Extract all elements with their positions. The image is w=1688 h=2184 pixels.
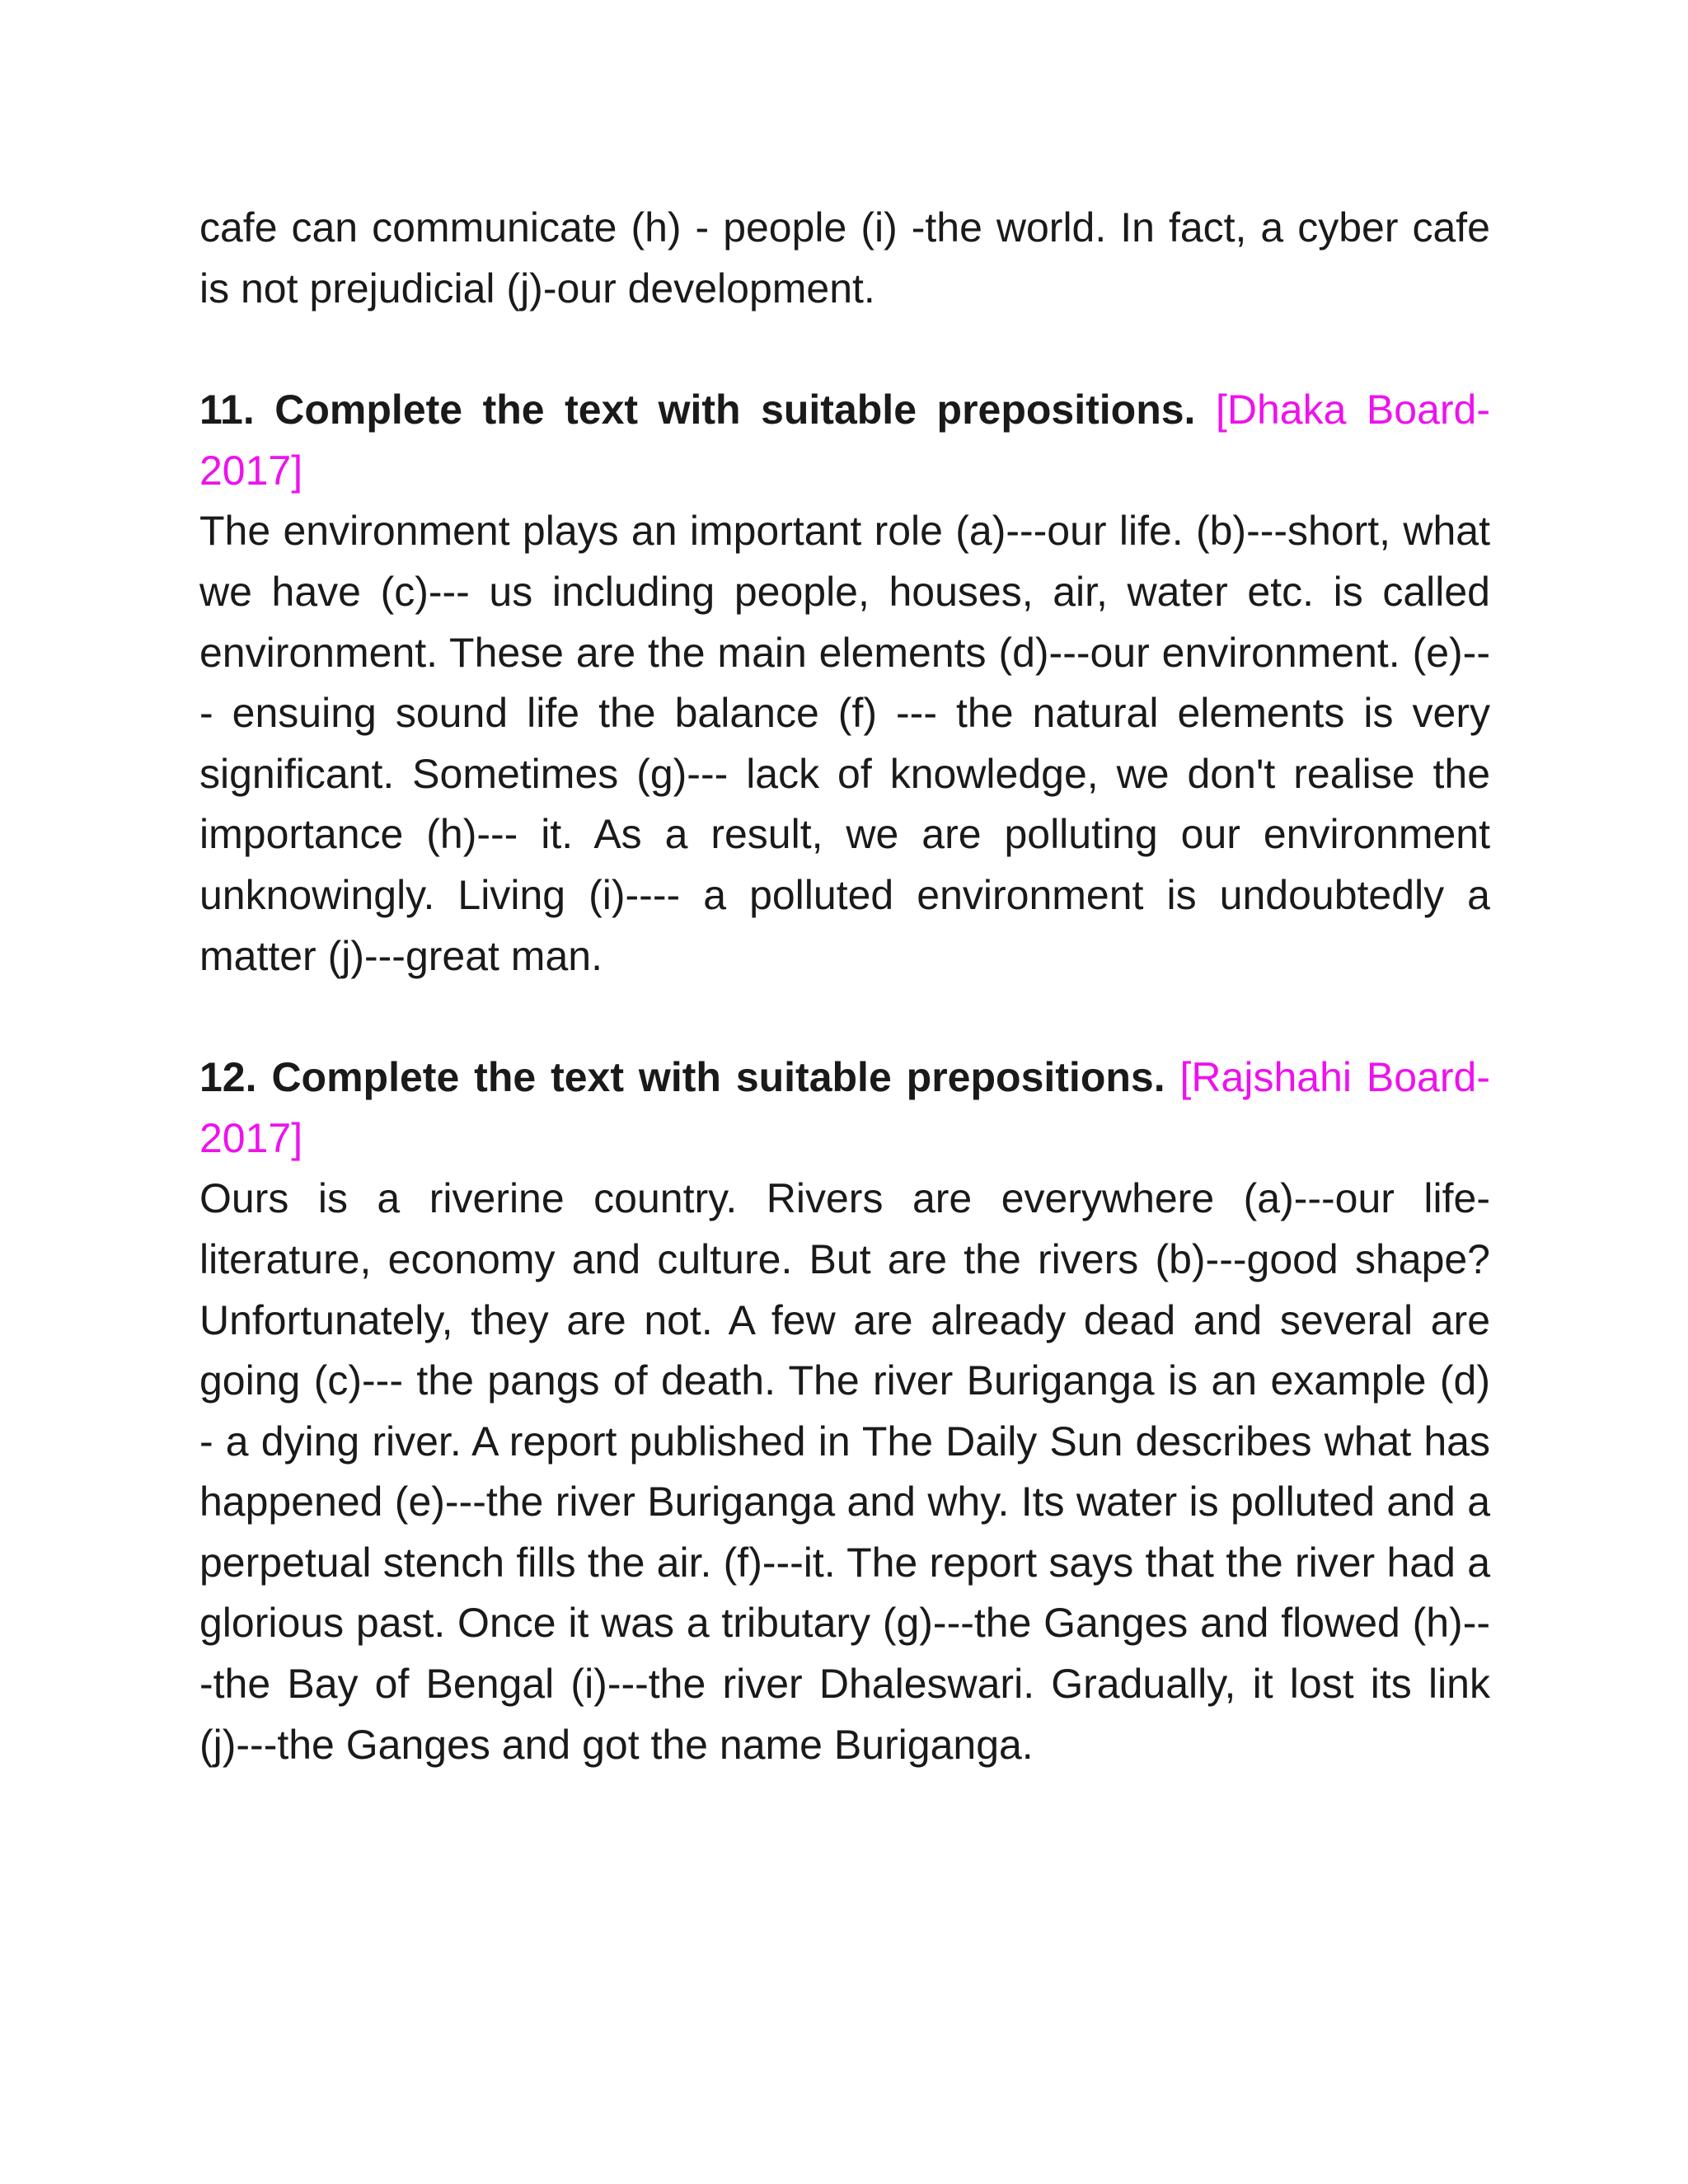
question-11-passage: The environment plays an important role (a)---our life. (b)---short, what we have (c)--- us including people, houses, air, water etc. is called environment. These are the main elements (d)---our environment. (e)--- ensuing sound life the balance (f) --- the natural elements is very significant. Sometimes (g)--- lack of knowledge, we don't realise the importance (h)--- it. As a result, we are polluting our environment unknowingly. Living (i)---- a polluted environment is undoubtedly a matter (j)---great man. <box>199 508 1490 979</box>
spacer <box>199 319 1490 380</box>
question-12-instruction: Complete the text with suitable prepositions. <box>271 1054 1165 1101</box>
question-11-instruction: Complete the text with suitable prepositions. <box>274 387 1196 434</box>
question-11-heading <box>199 380 1490 501</box>
document-page <box>199 198 1490 1775</box>
question-12-source: [Rajshahi Board-2017] <box>199 1054 1490 1161</box>
spacer <box>199 987 1490 1047</box>
question-11-number: 11. <box>199 387 255 434</box>
question-11-source: [Dhaka Board-2017] <box>199 387 1491 494</box>
question-12-number: 12. <box>199 1054 257 1101</box>
continuation-paragraph: cafe can communicate (h) - people (i) -the world. In fact, a cyber cafe is not prejudicial (j)-our development. <box>199 204 1490 312</box>
question-12-passage: Ours is a riverine country. Rivers are everywhere (a)---our life-literature, economy and culture. But are the rivers (b)---good shape? Unfortunately, they are not. A few are already dead and several are going (c)--- the pangs of death. The river Buriganga is an example (d) - a dying river. A report published in The Daily Sun describes what has happened (e)---the river Buriganga and why. Its water is polluted and a perpetual stench fills the air. (f)---it. The report says that the river had a glorious past. Once it was a tributary (g)---the Ganges and flowed (h)---the Bay of Bengal (i)---the river Dhaleswari. Gradually, it lost its link (j)---the Ganges and got the name Buriganga. <box>199 1175 1490 1768</box>
question-12-heading <box>199 1047 1490 1169</box>
